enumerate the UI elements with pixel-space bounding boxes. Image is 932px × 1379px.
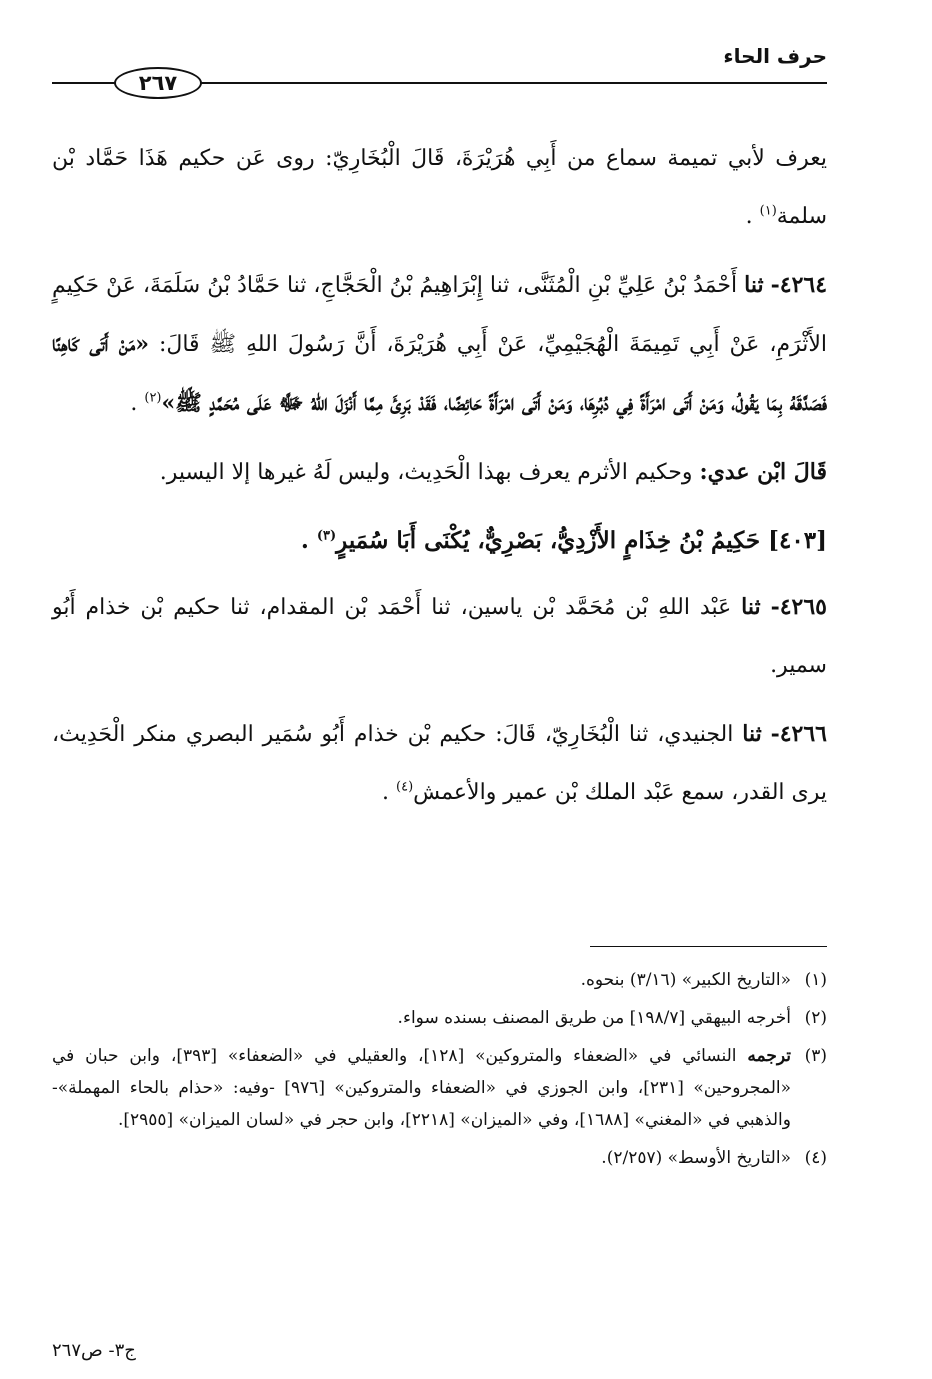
footnote-divider: [590, 946, 827, 947]
footnote-item: [52, 964, 827, 996]
page-header: [52, 30, 827, 95]
narration-keyword: ثنا: [744, 272, 764, 298]
footnote-number: (٢): [804, 1008, 827, 1028]
footnote-item: [52, 1040, 827, 1136]
sentence-end: .: [300, 527, 309, 554]
hadith-number: ٤٢٦٥-: [770, 594, 827, 620]
hadith-4265: [52, 578, 827, 695]
entry-title: [٤٠٣] حَكِيمُ بْنُ خِذَامٍ الأَزْدِيُّ، بَصْرِيٌّ، يُكْنَى أَبَا سُمَيرٍ: [336, 527, 827, 554]
sentence-end: .: [745, 204, 753, 229]
paragraph-continuation: [52, 130, 827, 246]
isnad-text: الجنيدي، ثنا الْبُخَارِيّ، قَالَ: حكيم بْن خذام أَبُو سُمَير البصري منكر الْحَدِيث، يرى القدر، سمع عَبْد الملك بْن عمير والأعمش: [52, 722, 827, 805]
footnote-marker: (١): [759, 203, 777, 219]
footnote-body: [52, 1040, 791, 1136]
paragraph-text: يعرف لأبي تميمة سماع من أَبِي هُرَيْرَةَ، قَالَ الْبُخَارِيّ: روى عَن حكيم هَذَا حَمَّاد بْن سلمة: [52, 146, 827, 229]
footnote-item: [52, 1142, 827, 1174]
footnote-item: [52, 1002, 827, 1034]
narration-keyword: ثنا: [742, 721, 762, 747]
hadith-number: ٤٢٦٤-: [770, 272, 828, 298]
footnote-text: النسائي في «الضعفاء والمتروكين» [١٢٨]، والعقيلي في «الضعفاء» [٣٩٣]، وابن حبان في «المجروحين» [٢٣١]، وابن الجوزي في «الضعفاء والمتروكين» [٩٧٦] -وفيه: «حذام بالحاء المهملة»- والذهبي في «المغني» [١٦٨٨]، وفي «الميزان» [٢٢١٨]، وابن حجر في «لسان الميزان» [٢٩٥٥].: [52, 1046, 791, 1130]
footnote-marker: (٢): [144, 390, 162, 406]
ibn-adi-comment: [52, 443, 827, 502]
sentence-end: .: [130, 391, 138, 416]
hadith-number: ٤٢٦٦-: [770, 721, 827, 747]
page-number-badge: ٢٦٧: [114, 67, 202, 99]
footnotes: [52, 964, 827, 1180]
footnote-marker: (٤): [396, 779, 414, 795]
footnote-number: (٣): [804, 1046, 827, 1066]
commentator-label: قَالَ ابْن عدي:: [699, 459, 827, 485]
hadith-4264: [52, 256, 827, 433]
footnote-marker: (٣): [316, 528, 337, 544]
hadith-4266: [52, 705, 827, 822]
narration-keyword: ثنا: [741, 594, 761, 620]
chapter-title: حرف الحاء: [723, 44, 827, 68]
footnote-text: أخرجه البيهقي [١٩٨/٧] من طريق المصنف بسنده سواء.: [397, 1008, 791, 1028]
sentence-end: .: [382, 780, 389, 805]
comment-text: وحكيم الأثرم يعرف بهذا الْحَدِيث، وليس لَهُ غيرها إلا اليسير.: [159, 460, 693, 485]
book-page: [52, 30, 827, 1360]
matn-text: «مَنْ أَتَى كَاهِنًا فَصَدَّقَهُ بِمَا يَقُولُ، وَمَنْ أَتَى امْرَأَةً فِي دُبُرِهَا، وَمَنْ أَتَى امْرَأَةً حَائِضًا، فَقَدْ بَرِئَ مِمَّا أَنْزَلَ اللهُ ﷻ عَلَى مُحَمَّدٍ ﷺ»: [52, 331, 827, 416]
narrator-entry-heading: [52, 512, 827, 570]
footnote-text: «التاريخ الأوسط» (٢/٢٥٧).: [601, 1148, 791, 1168]
footnote-keyword: ترجمه: [747, 1046, 791, 1066]
isnad-text: عَبْد اللهِ بْن مُحَمَّد بْن ياسين، ثنا أَحْمَد بْن المقدام، ثنا حكيم بْن خذام أَبُو سمير.: [52, 595, 827, 678]
footnote-number: (٤): [804, 1148, 827, 1168]
isnad-text: أَحْمَدُ بْنُ عَلِيِّ بْنِ الْمُثَنَّى، ثنا إِبْرَاهِيمُ بْنُ الْحَجَّاجِ، ثنا حَمَّادُ بْنُ سَلَمَةَ، عَنْ حَكِيمٍ الأَثْرَمِ، عَنْ أَبِي تَمِيمَةَ الْهُجَيْمِيِّ، عَنْ أَبِي هُرَيْرَةَ، أَنَّ رَسُولَ اللهِ ﷺ قَالَ:: [52, 273, 827, 357]
footnote-text: «التاريخ الكبير» (٣/١٦) بنحوه.: [580, 970, 791, 990]
main-text: [52, 130, 827, 832]
volume-page-reference: ج٣- ص٢٦٧: [52, 1340, 136, 1361]
footnote-number: (١): [804, 970, 827, 990]
